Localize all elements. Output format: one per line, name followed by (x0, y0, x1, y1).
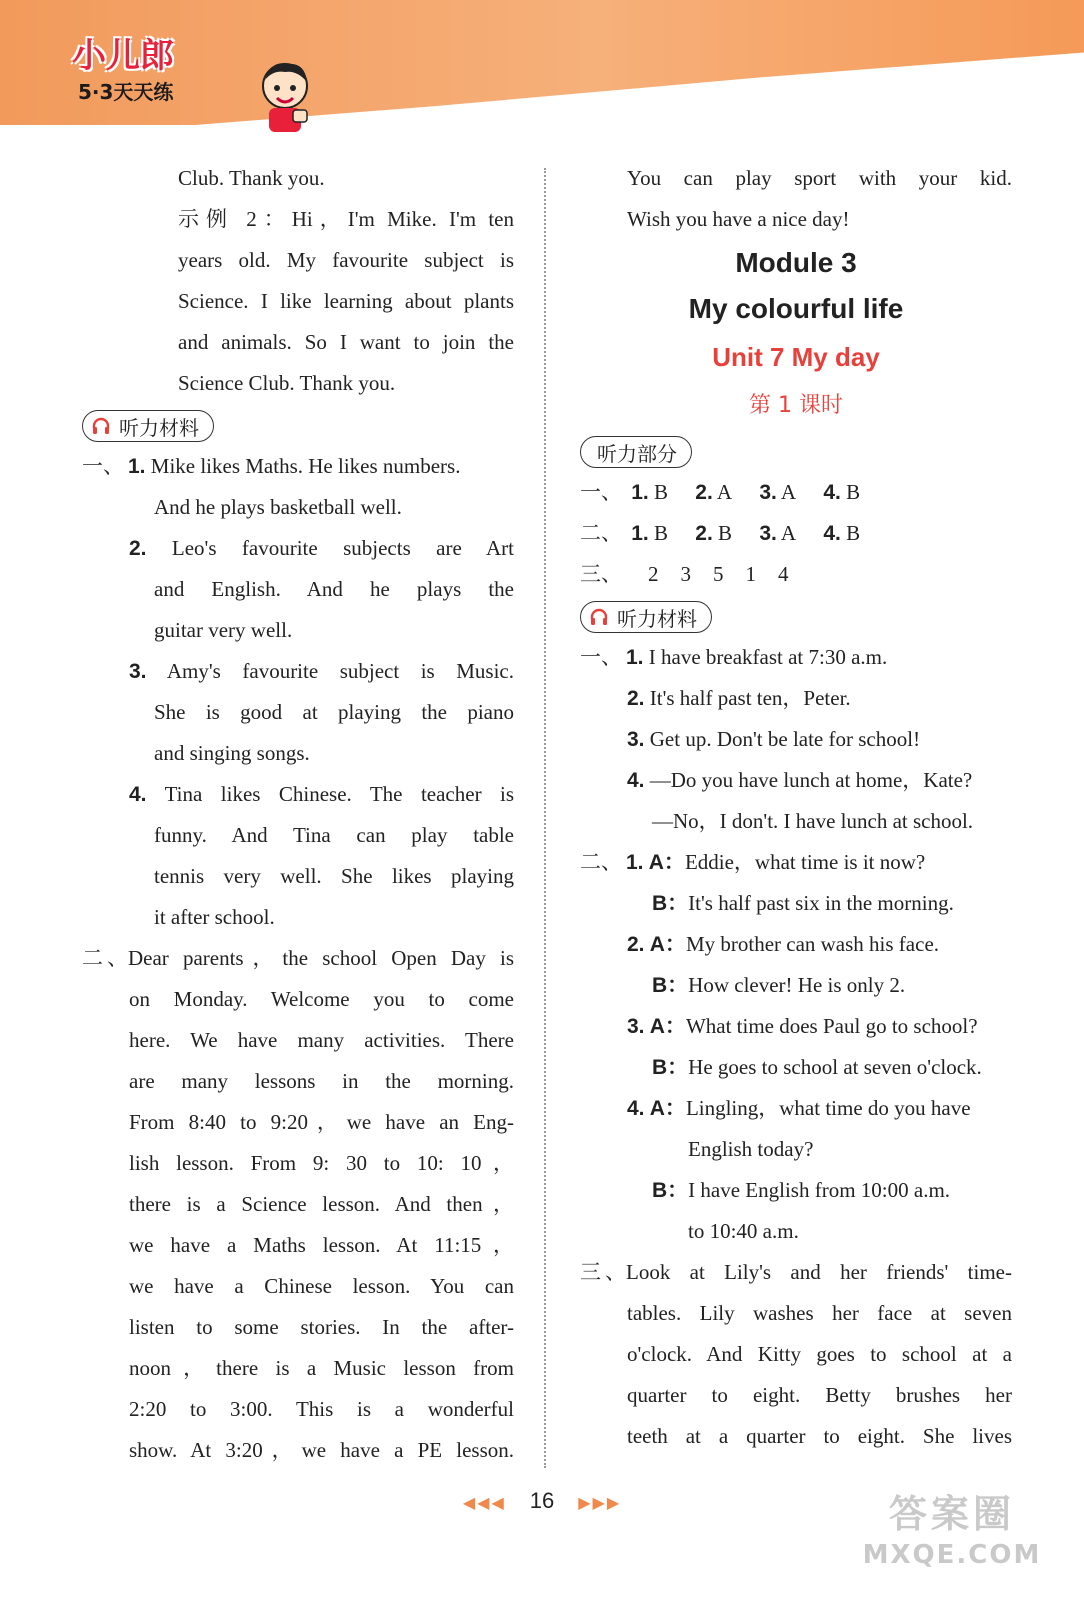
seq-value: 5 (713, 562, 724, 586)
section-marker: 一、 (580, 480, 622, 504)
text-line: You can play sport with your kid. (627, 166, 1012, 190)
text-line: 2:20 to 3:00. This is a wonderful (129, 1397, 514, 1421)
dialogue-text: Lingling，what time do you have (685, 1096, 971, 1120)
item-number: 4. (627, 769, 645, 792)
text-line: Science. I like learning about plants (178, 289, 514, 313)
text-line: lish lesson. From 9: 30 to 10: 10， (129, 1151, 514, 1175)
text-line: She is good at playing the piano (154, 700, 514, 724)
seq-value: 3 (680, 562, 691, 586)
text-line: funny. And Tina can play table (154, 823, 514, 847)
watermark (852, 1488, 1052, 1588)
text-line: it after school. (154, 905, 275, 929)
answer-number: 4. (823, 481, 841, 504)
dialogue-text: It's half past six in the morning. (688, 891, 954, 915)
item-text: Leo's favourite subjects are Art (171, 536, 514, 560)
text-line: show. At 3:20，we have a PE lesson. (129, 1438, 514, 1462)
speaker-label: B： (652, 1179, 689, 1202)
seq-value: 1 (745, 562, 756, 586)
item-number: 1. (626, 851, 644, 874)
text-line: years old. My favourite subject is (178, 248, 514, 272)
text-line: we have a Chinese lesson. You can (129, 1274, 514, 1298)
listening-material-label (580, 601, 712, 633)
text-line: tennis very well. She likes playing (154, 864, 514, 888)
list-item (580, 678, 1012, 719)
dialogue-item (580, 924, 1012, 965)
pill-text: 听力部分 (597, 441, 677, 466)
answer-number: 4. (823, 522, 841, 545)
text-line: quarter to eight. Betty brushes her (627, 1383, 1012, 1407)
dialogue-text: My brother can wash his face. (685, 932, 940, 956)
answer-number: 2. (695, 481, 713, 504)
right-column (580, 158, 1012, 1457)
list-item (82, 774, 514, 815)
dialogue-text: I have English from 10:00 a.m. (688, 1178, 951, 1202)
speaker-label: B： (652, 974, 689, 997)
module-number: Module 3 (735, 247, 857, 278)
dialogue-item (580, 1088, 1012, 1129)
page-number: 16 (529, 1488, 555, 1513)
answer-value: B (654, 521, 669, 545)
section-marker: 二、 (580, 850, 622, 874)
text-line: Club. Thank you. (178, 166, 325, 190)
brand-logo (72, 28, 272, 108)
dialogue-line: English today? (688, 1137, 814, 1161)
text-line: noon，there is a Music lesson from (129, 1356, 514, 1380)
headphones-icon (91, 416, 111, 436)
list-item (580, 1252, 1012, 1293)
text-line: tables. Lily washes her face at seven (627, 1301, 1012, 1325)
answer-value: B (718, 521, 733, 545)
answer-number: 1. (631, 481, 649, 504)
item-number: 2. (129, 537, 147, 560)
item-number: 2. (627, 687, 645, 710)
text-line: Science Club. Thank you. (178, 371, 396, 395)
item-text: Amy's favourite subject is Music. (166, 659, 514, 683)
column-divider (544, 168, 546, 1468)
text-line: and animals. So I want to join the (178, 330, 514, 354)
answer-value: A (780, 480, 797, 504)
dialogue-text: He goes to school at seven o'clock. (688, 1055, 982, 1079)
answer-value: B (846, 521, 861, 545)
dialogue-line: to 10:40 a.m. (688, 1219, 799, 1243)
headphones-icon (589, 607, 609, 627)
speaker-label: A： (649, 1015, 686, 1038)
unit-title: Unit 7 My day (712, 342, 880, 372)
text-line: there is a Science lesson. And then， (129, 1192, 514, 1216)
answer-row (580, 472, 1012, 513)
section-marker: 一、 (580, 645, 622, 669)
section-marker: 二、 (580, 521, 622, 545)
item-text: Dear parents，the school Open Day is (128, 946, 514, 970)
section-marker: 一、 (82, 454, 124, 478)
answer-value: A (716, 480, 733, 504)
logo-subtitle: 5·3天天练 (78, 80, 174, 104)
item-number: 1. (626, 646, 644, 669)
item-text: Look at Lily's and her friends' time- (626, 1260, 1012, 1284)
answer-number: 3. (759, 522, 777, 545)
list-item (580, 760, 1012, 801)
text-line: And he plays basketball well. (154, 495, 402, 519)
list-item (82, 651, 514, 692)
text-line: are many lessons in the morning. (129, 1069, 514, 1093)
section-marker: 三、 (580, 1260, 626, 1284)
item-text: Tina likes Chinese. The teacher is (164, 782, 514, 806)
item-text: —Do you have lunch at home，Kate? (649, 768, 973, 792)
answer-value: B (654, 480, 669, 504)
text-line: on Monday. Welcome you to come (129, 987, 514, 1011)
text-line: here. We have many activities. There (129, 1028, 514, 1052)
answer-number: 2. (695, 522, 713, 545)
item-text: It's half past ten，Peter. (649, 686, 851, 710)
dialogue-item (580, 842, 1012, 883)
dialogue-text: Eddie，what time is it now? (684, 850, 926, 874)
text-line: we have a Maths lesson. At 11:15， (129, 1233, 514, 1257)
text-line: listen to some stories. In the after- (129, 1315, 514, 1339)
list-item (82, 528, 514, 569)
item-text: Get up. Don't be late for school! (649, 727, 921, 751)
text-line: From 8:40 to 9:20，we have an Eng- (129, 1110, 514, 1134)
seq-value: 2 (648, 562, 659, 586)
item-number: 1. (128, 455, 146, 478)
item-number: 3. (627, 728, 645, 751)
speaker-label: A： (649, 1097, 686, 1120)
list-item (82, 938, 514, 979)
answer-value: B (846, 480, 861, 504)
speaker-label: B： (652, 892, 689, 915)
list-item (82, 446, 514, 487)
speaker-label: A： (648, 851, 685, 874)
dialogue-line (580, 1170, 1012, 1211)
dialogue-text: How clever! He is only 2. (688, 973, 906, 997)
speaker-label: A： (649, 933, 686, 956)
text-line: guitar very well. (154, 618, 293, 642)
pill-text: 听力材料 (617, 606, 697, 631)
lesson-title: 第 1 课时 (749, 393, 843, 418)
answer-number: 1. (631, 522, 649, 545)
list-item (580, 719, 1012, 760)
logo-title: 小儿郎 (72, 36, 174, 76)
text-line: 示例 2：Hi，I'm Mike. I'm ten (178, 207, 514, 231)
right-arrows-icon: ▶▶▶ (578, 1495, 622, 1512)
text-line: —No，I don't. I have lunch at school. (652, 809, 974, 833)
text-line: and singing songs. (154, 741, 310, 765)
item-number: 2. (627, 933, 645, 956)
pill-text: 听力材料 (119, 415, 199, 440)
answer-row (580, 513, 1012, 554)
dialogue-line (580, 883, 1012, 924)
left-arrows-icon: ◀◀◀ (462, 1495, 506, 1512)
item-text: Mike likes Maths. He likes numbers. (150, 454, 461, 478)
dialogue-line (580, 965, 1012, 1006)
mascot-icon (257, 58, 313, 134)
answer-sequence (580, 554, 1012, 595)
seq-value: 4 (778, 562, 789, 586)
section-marker: 二、 (82, 946, 128, 970)
item-number: 3. (129, 660, 147, 683)
item-number: 3. (627, 1015, 645, 1038)
listening-material-label (82, 410, 214, 442)
list-item (580, 637, 1012, 678)
answer-number: 3. (759, 481, 777, 504)
item-text: I have breakfast at 7:30 a.m. (648, 645, 888, 669)
watermark-logo: 答案圈 (888, 1492, 1015, 1536)
listening-part-label (580, 436, 692, 468)
left-column (82, 158, 514, 1471)
text-line: Wish you have a nice day! (627, 207, 850, 231)
text-line: teeth at a quarter to eight. She lives (627, 1424, 1012, 1448)
section-marker: 三、 (580, 562, 622, 586)
speaker-label: B： (652, 1056, 689, 1079)
module-title: My colourful life (688, 293, 904, 324)
watermark-url: MXQE.COM (862, 1540, 1042, 1570)
answer-value: A (780, 521, 797, 545)
dialogue-text: What time does Paul go to school? (685, 1014, 978, 1038)
item-number: 4. (627, 1097, 645, 1120)
text-line: and English. And he plays the (154, 577, 514, 601)
text-line: o'clock. And Kitty goes to school at a (627, 1342, 1012, 1366)
item-number: 4. (129, 783, 147, 806)
dialogue-line (580, 1047, 1012, 1088)
dialogue-item (580, 1006, 1012, 1047)
